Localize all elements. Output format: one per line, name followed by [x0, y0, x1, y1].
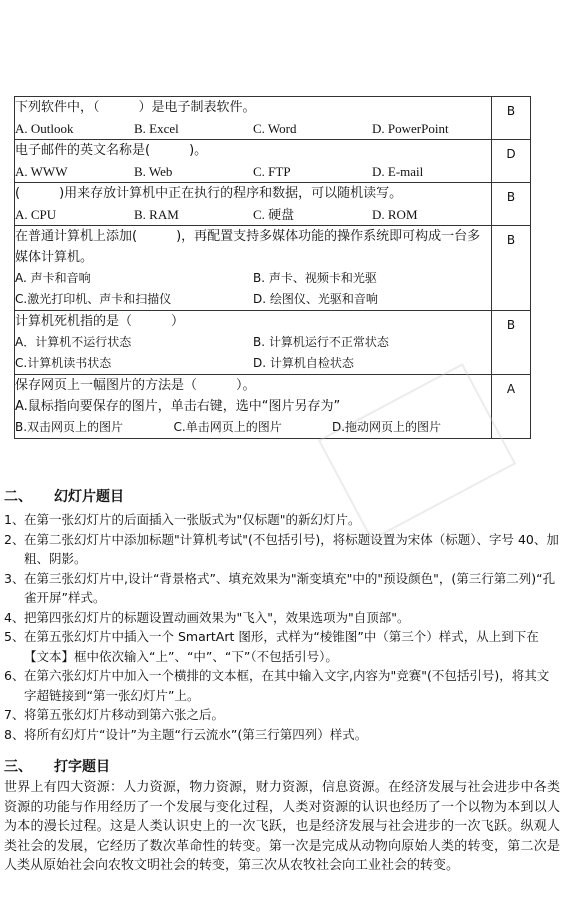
question-row: [15, 97, 531, 140]
option-c: C. FTP: [253, 164, 291, 179]
option-b: B. Web: [134, 164, 173, 179]
section-3-number: 三、: [4, 759, 32, 775]
list-item-text: 在第三张幻灯片中,设计“背景格式”、填充效果为"渐变填充"中的"预设颜色"，(第三行第二列)“孔雀开屏”样式。: [24, 570, 556, 605]
question-text: 保存网页上一幅图片的方法是（ ）。: [15, 378, 256, 393]
option-c: D.拖动网页上的图片: [332, 420, 442, 434]
option-row: [15, 118, 491, 139]
question-row: [15, 226, 531, 311]
typing-paragraph: 世界上有四大资源：人力资源，物力资源，财力资源，信息资源。在经济发展与社会进步中各类资源的功能与作用经历了一个发展与变化过程，人类对资源的认识也经历了一个以物为本到以人为本的漫长过程。这是人类认识史上的一次飞跃，也是经济发展与社会进步的一次飞跃。纵观人类社会的发展，它经历了数次革命性的转变。第一次是完成从动物向原始人类的转变，第二次是人类从原始社会向农牧文明社会的转变，第三次从农牧社会向工业社会的转变。: [4, 780, 560, 873]
option-row: [15, 161, 491, 182]
slide-task-list: [4, 510, 560, 744]
option-b: C.单击网页上的图片: [173, 420, 282, 434]
list-item-number: 4、: [4, 609, 25, 625]
list-item-number: 8、: [4, 726, 25, 742]
option-c: C. 硬盘: [253, 207, 295, 222]
option-d: D. 计算机自检状态: [253, 356, 354, 370]
list-item-text: 在第二张幻灯片中添加标题"计算机考试"(不包括引号)，将标题设置为宋体（标题）、字号 40、加粗、阴影。: [24, 531, 559, 566]
question-row: [15, 375, 531, 439]
list-item-text: 将所有幻灯片“设计”为主题“行云流水”(第三行第四列）样式。: [24, 726, 368, 742]
list-item-text: 把第四张幻灯片的标题设置动画效果为"飞入"，效果选项为"自顶部"。: [24, 609, 410, 625]
question-text: 电子邮件的英文名称是( )。: [15, 143, 208, 158]
option-d: D. ROM: [372, 207, 418, 222]
option-d: D. E-mail: [372, 164, 424, 179]
question-row: [15, 311, 531, 375]
option-b: B. Excel: [134, 121, 179, 136]
list-item-text: 在第五张幻灯片中插入一个 SmartArt 图形，式样为“棱锥图”中（第三个）样式，从上到下在【文本】框中依次输入“上”、“中”、“下”（不包括引号）。: [24, 629, 539, 664]
list-item-number: 7、: [4, 707, 25, 722]
answer-cell: B: [492, 183, 531, 226]
question-text: 在普通计算机上添加( )，再配置支持多媒体功能的操作系统即可构成一台多媒体计算机。: [15, 229, 481, 265]
list-item-number: 1、: [4, 512, 25, 527]
section-3-heading: [4, 758, 110, 776]
list-item: [4, 705, 560, 725]
list-item: [4, 627, 560, 666]
section-2-number: 二、: [4, 489, 32, 505]
question-row: [15, 140, 531, 183]
list-item-number: 6、: [4, 668, 25, 683]
question-text: 计算机死机指的是（ ）: [15, 314, 185, 329]
question-cell: [15, 140, 492, 183]
list-item: [4, 569, 560, 608]
option-row: [15, 289, 491, 310]
option-row: [15, 204, 491, 225]
list-item-number: 3、: [4, 570, 25, 586]
list-item: [4, 510, 560, 530]
section-3-title: 打字题目: [54, 759, 110, 775]
list-item: [4, 666, 560, 705]
list-item-text: 将第五张幻灯片移动到第六张之后。: [24, 707, 225, 722]
option-row: [15, 417, 491, 438]
option-d: D. PowerPoint: [372, 121, 449, 136]
answer-cell: B: [492, 226, 531, 311]
option-a: B.双击网页上的图片: [15, 420, 124, 434]
option-row: [15, 353, 491, 374]
question-row: [15, 183, 531, 226]
option-a: A. Outlook: [15, 121, 74, 136]
option-row: [15, 332, 491, 353]
answer-cell: B: [492, 97, 531, 140]
question-cell: [15, 97, 492, 140]
answer-cell: B: [492, 311, 531, 375]
answer-cell: A: [492, 375, 531, 439]
option-a: A. 声卡和音响: [15, 271, 91, 285]
option-d: D. 绘图仪、光驱和音响: [253, 292, 378, 306]
question-cell: [15, 183, 492, 226]
question-table: [14, 96, 531, 439]
option-row: [15, 268, 491, 289]
option-b: B. RAM: [134, 207, 179, 222]
option-a: A. CPU: [15, 207, 57, 222]
question-text: ( )用来存放计算机中正在执行的程序和数据，可以随机读写。: [15, 186, 403, 201]
option-b: B. 计算机运行不正常状态: [253, 335, 389, 349]
list-item-text: 在第一张幻灯片的后面插入一张版式为"仅标题"的新幻灯片。: [24, 512, 361, 527]
list-item: [4, 530, 560, 569]
list-item: [4, 608, 560, 628]
option-a: A．计算机不运行状态: [15, 335, 132, 349]
section-2-title: 幻灯片题目: [54, 489, 124, 505]
list-item-text: 在第六张幻灯片中加入一个横排的文本框，在其中输入文字,内容为"竞赛"(不包括引号)，将其文字超链接到“第一张幻灯片”上。: [24, 668, 550, 703]
question-text: 下列软件中，（ ）是电子制表软件。: [15, 100, 256, 115]
answer-cell: D: [492, 140, 531, 183]
option-c: C. Word: [253, 121, 297, 136]
option-a: A. WWW: [15, 164, 68, 179]
question-cell: [15, 311, 492, 375]
question-text: A.鼠标指向要保存的图片，单击右键，选中“图片另存为”: [15, 399, 341, 414]
option-c: C.激光打印机、声卡和扫描仪: [15, 292, 172, 306]
list-item: [4, 725, 560, 745]
list-item-number: 5、: [4, 629, 25, 644]
option-b: B. 声卡、视频卡和光驱: [253, 271, 377, 285]
list-item-number: 2、: [4, 531, 25, 547]
option-c: C.计算机读书状态: [15, 356, 112, 370]
question-cell: [15, 375, 492, 439]
section-2-heading: [4, 488, 124, 506]
question-cell: [15, 226, 492, 311]
